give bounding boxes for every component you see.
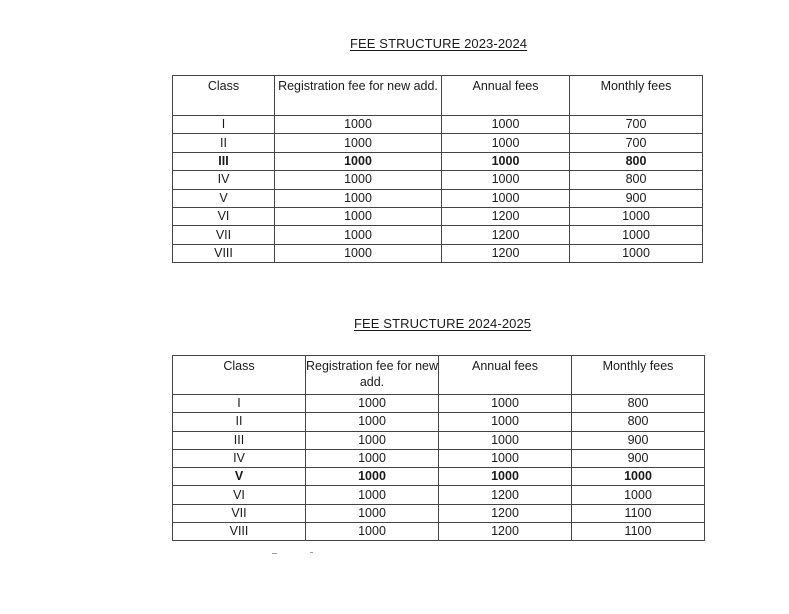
scan-speck	[272, 553, 277, 554]
cell-annual: 1000	[442, 152, 570, 170]
table-row	[173, 486, 705, 504]
cell-registration: 1000	[275, 171, 442, 189]
cell-monthly: 1000	[570, 244, 703, 262]
cell-annual: 1000	[442, 116, 570, 134]
cell-monthly: 900	[570, 189, 703, 207]
cell-annual: 1000	[442, 189, 570, 207]
table-row	[173, 207, 703, 225]
cell-annual: 1000	[442, 134, 570, 152]
table-row	[173, 244, 703, 262]
fee-table-2023-2024	[172, 75, 703, 263]
cell-monthly: 700	[570, 134, 703, 152]
cell-class: VII	[173, 504, 306, 522]
fee-structure-title-2024-2025: FEE STRUCTURE 2024-2025	[354, 316, 532, 331]
header-annual-fees: Annual fees	[439, 356, 572, 395]
cell-class: VII	[173, 226, 275, 244]
cell-annual: 1200	[442, 207, 570, 225]
cell-registration: 1000	[275, 244, 442, 262]
table-row	[173, 226, 703, 244]
cell-monthly: 1100	[572, 504, 705, 522]
cell-class: I	[173, 116, 275, 134]
table-row	[173, 431, 705, 449]
cell-monthly: 1000	[572, 486, 705, 504]
cell-monthly: 1000	[570, 226, 703, 244]
cell-registration: 1000	[306, 413, 439, 431]
cell-annual: 1200	[442, 226, 570, 244]
cell-annual: 1200	[442, 244, 570, 262]
cell-class: III	[173, 431, 306, 449]
cell-class: V	[173, 468, 306, 486]
cell-annual: 1200	[439, 504, 572, 522]
cell-monthly: 800	[570, 152, 703, 170]
cell-annual: 1000	[439, 431, 572, 449]
table-header-row	[173, 356, 705, 395]
cell-annual: 1000	[442, 171, 570, 189]
cell-monthly: 900	[572, 449, 705, 467]
table-row	[173, 449, 705, 467]
cell-annual: 1200	[439, 486, 572, 504]
cell-class: VI	[173, 207, 275, 225]
cell-monthly: 800	[572, 395, 705, 413]
cell-registration: 1000	[306, 486, 439, 504]
table-row	[173, 116, 703, 134]
cell-registration: 1000	[306, 395, 439, 413]
header-monthly-fees: Monthly fees	[572, 356, 705, 395]
cell-class: VI	[173, 486, 306, 504]
cell-monthly: 900	[572, 431, 705, 449]
cell-annual: 1000	[439, 468, 572, 486]
cell-monthly: 1100	[572, 523, 705, 541]
header-class: Class	[173, 356, 306, 395]
table-row	[173, 413, 705, 431]
header-class: Class	[173, 76, 275, 116]
cell-registration: 1000	[306, 431, 439, 449]
cell-monthly: 700	[570, 116, 703, 134]
fee-structure-title-2023-2024: FEE STRUCTURE 2023-2024	[350, 36, 528, 51]
cell-annual: 1000	[439, 395, 572, 413]
cell-monthly: 1000	[570, 207, 703, 225]
cell-class: II	[173, 134, 275, 152]
scan-speck	[310, 552, 313, 553]
cell-class: I	[173, 395, 306, 413]
table-row	[173, 152, 703, 170]
table-row	[173, 134, 703, 152]
cell-monthly: 1000	[572, 468, 705, 486]
table-header-row	[173, 76, 703, 116]
cell-registration: 1000	[306, 449, 439, 467]
cell-registration: 1000	[275, 189, 442, 207]
table-row	[173, 171, 703, 189]
cell-class: VIII	[173, 523, 306, 541]
table-row	[173, 504, 705, 522]
cell-registration: 1000	[306, 523, 439, 541]
cell-registration: 1000	[275, 116, 442, 134]
cell-registration: 1000	[275, 134, 442, 152]
cell-class: IV	[173, 171, 275, 189]
cell-monthly: 800	[570, 171, 703, 189]
header-monthly-fees: Monthly fees	[570, 76, 703, 116]
header-annual-fees: Annual fees	[442, 76, 570, 116]
table-row	[173, 395, 705, 413]
cell-class: II	[173, 413, 306, 431]
cell-annual: 1000	[439, 449, 572, 467]
fee-table-2024-2025	[172, 355, 705, 541]
cell-registration: 1000	[275, 207, 442, 225]
cell-monthly: 800	[572, 413, 705, 431]
cell-registration: 1000	[306, 504, 439, 522]
cell-class: III	[173, 152, 275, 170]
cell-class: V	[173, 189, 275, 207]
header-registration-fee: Registration fee for new add.	[306, 356, 439, 395]
cell-registration: 1000	[306, 468, 439, 486]
cell-registration: 1000	[275, 226, 442, 244]
cell-class: IV	[173, 449, 306, 467]
table-row	[173, 523, 705, 541]
cell-class: VIII	[173, 244, 275, 262]
cell-annual: 1000	[439, 413, 572, 431]
table-row	[173, 468, 705, 486]
table-row	[173, 189, 703, 207]
header-registration-fee: Registration fee for new add.	[275, 76, 442, 116]
cell-registration: 1000	[275, 152, 442, 170]
cell-annual: 1200	[439, 523, 572, 541]
